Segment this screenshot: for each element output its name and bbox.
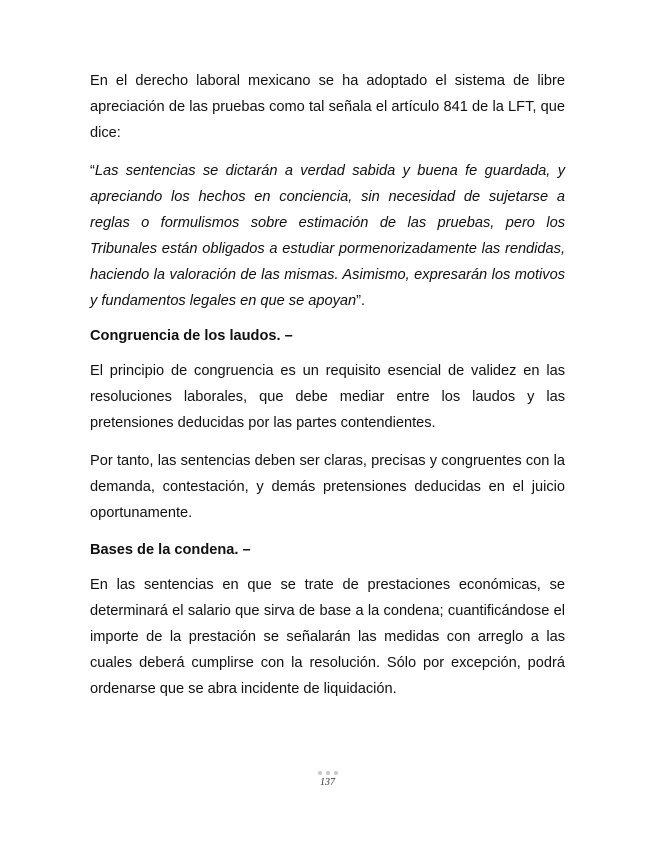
paragraph-congruencia: El principio de congruencia es un requisito esencial de validez en las resoluciones laborales, que debe mediar entre los laudos y las pretensiones deducidas por las partes contendientes. <box>90 363 565 431</box>
paragraph-intro: En el derecho laboral mexicano se ha adoptado el sistema de libre apreciación de las pruebas como tal señala el artículo 841 de la LFT, que dice: <box>90 73 565 141</box>
document-body <box>90 68 565 714</box>
heading-congruencia: Congruencia de los laudos. – <box>90 328 293 344</box>
page-number: 137 <box>320 777 335 788</box>
quote-close-mark: ”. <box>356 293 366 309</box>
paragraph-por-tanto: Por tanto, las sentencias deben ser claras, precisas y congruentes con la demanda, contestación, y demás pretensiones deducidas en el juicio oportunamente. <box>90 453 565 521</box>
dot-icon <box>334 771 338 775</box>
quote-text: Las sentencias se dictarán a verdad sabida y buena fe guardada, y apreciando los hechos en conciencia, sin necesidad de sujetarse a reglas o formulismos sobre estimación de las pruebas, pero los Tribunales están obligados a estudiar pormenorizadamente las rendidas, haciendo la valoración de las mismas. Asimismo, expresarán los motivos y fundamentos legales en que se apoyan <box>90 163 565 309</box>
quote-open-mark: “ <box>90 163 95 179</box>
heading-bases-condena: Bases de la condena. – <box>90 542 251 558</box>
article-841-quote <box>90 158 565 314</box>
dot-icon <box>326 771 330 775</box>
paragraph-bases-condena: En las sentencias en que se trate de prestaciones económicas, se determinará el salario que sirva de base a la condena; cuantificándose el importe de la prestación se señalarán las medidas con arreglo a las cuales deberá cumplirse con la resolución. Sólo por excepción, podrá ordenarse que se abra incidente de liquidación. <box>90 577 565 697</box>
dot-icon <box>318 771 322 775</box>
page-footer <box>0 771 655 789</box>
